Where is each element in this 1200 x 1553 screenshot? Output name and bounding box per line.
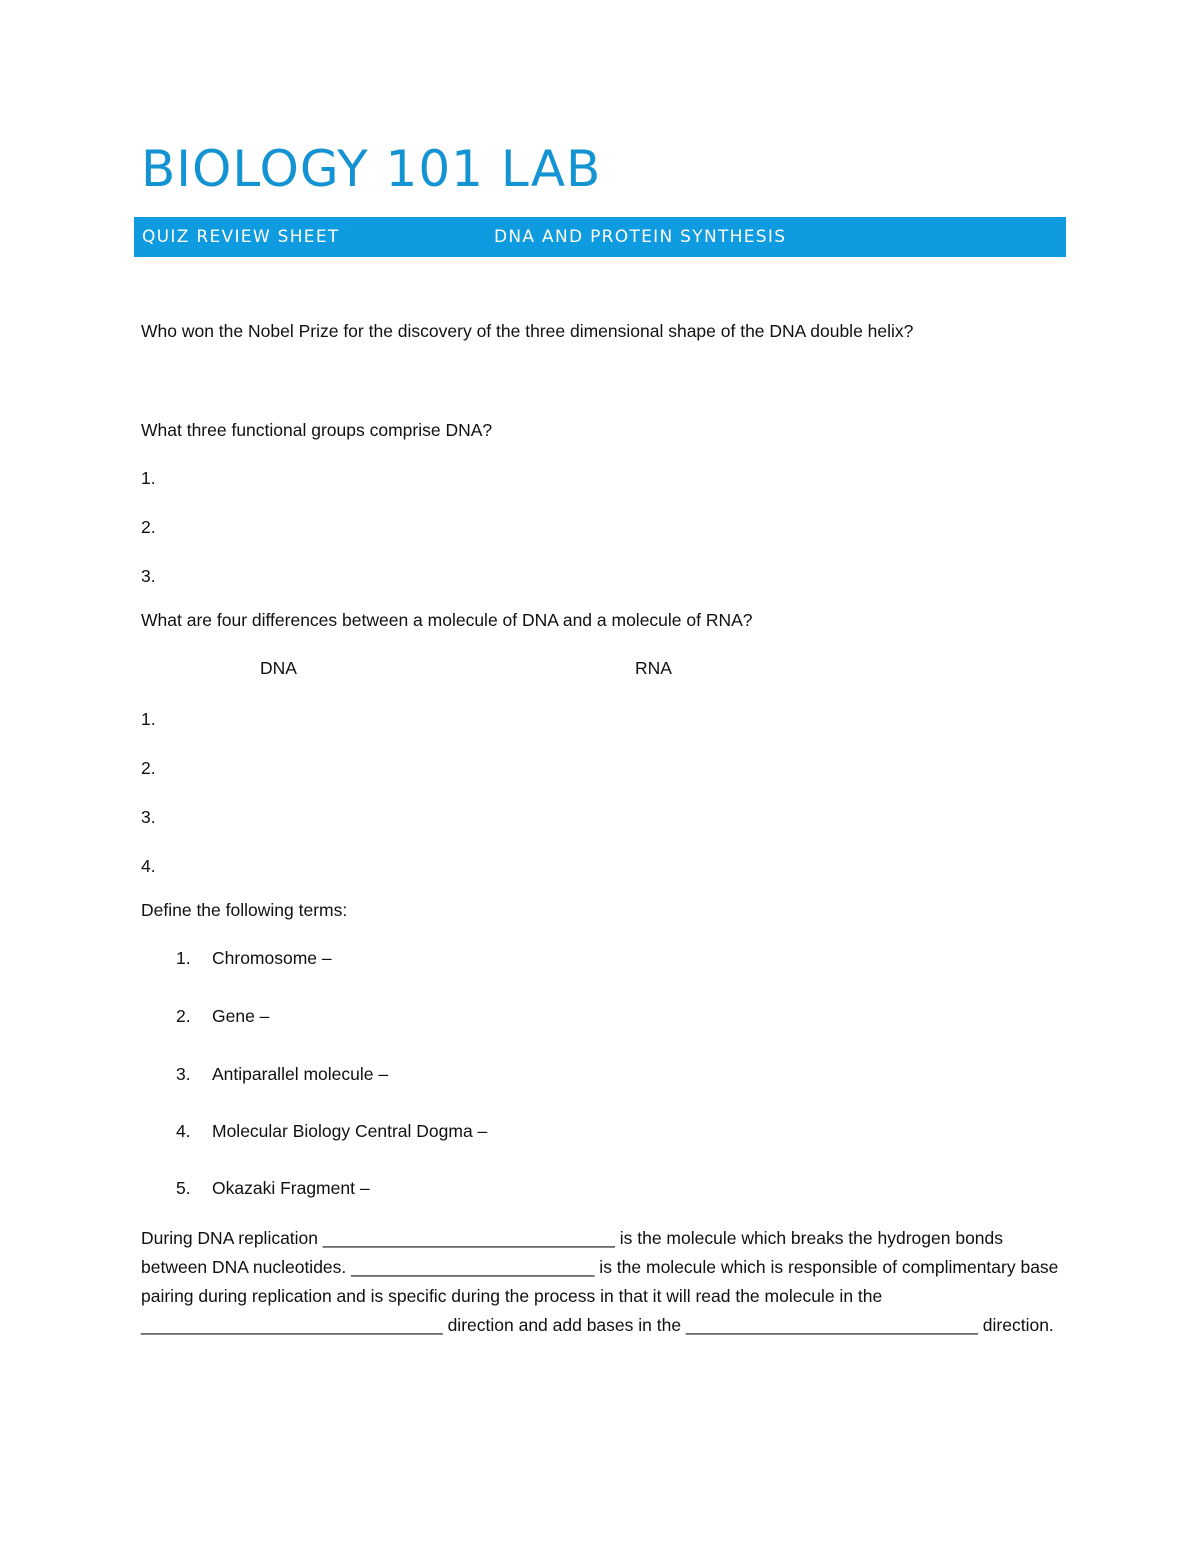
answer-number: 2. — [141, 517, 156, 537]
answer-number: 2. — [141, 758, 156, 778]
question-dna-rna-differences: What are four differences between a molecule of DNA and a molecule of RNA? — [141, 610, 753, 630]
term-item — [176, 1006, 269, 1027]
column-header-rna: RNA — [635, 658, 672, 678]
term-item — [176, 1064, 388, 1085]
term-item — [176, 948, 332, 969]
answer-number: 4. — [141, 856, 156, 876]
term-number: 1. — [176, 948, 191, 968]
question-functional-groups: What three functional groups comprise DNA? — [141, 420, 493, 440]
term-number: 3. — [176, 1064, 191, 1084]
term-item — [176, 1178, 370, 1199]
question-define-terms: Define the following terms: — [141, 900, 348, 920]
answer-number: 1. — [141, 468, 156, 488]
term-label: Gene – — [212, 1006, 270, 1026]
page-title: BIOLOGY 101 LAB — [141, 140, 602, 198]
term-item — [176, 1121, 487, 1142]
header-banner — [134, 217, 1066, 257]
term-number: 4. — [176, 1121, 191, 1141]
term-label: Molecular Biology Central Dogma – — [212, 1121, 488, 1141]
term-number: 2. — [176, 1006, 191, 1026]
term-label: Chromosome – — [212, 948, 332, 968]
banner-right-label: DNA AND PROTEIN SYNTHESIS — [494, 227, 787, 247]
banner-left-label: QUIZ REVIEW SHEET — [142, 227, 340, 247]
column-header-dna: DNA — [260, 658, 297, 678]
answer-number: 3. — [141, 566, 156, 586]
term-label: Okazaki Fragment – — [212, 1178, 370, 1198]
question-nobel: Who won the Nobel Prize for the discovery of the three dimensional shape of the DNA double helix? — [141, 321, 914, 341]
answer-number: 1. — [141, 709, 156, 729]
term-number: 5. — [176, 1178, 191, 1198]
term-label: Antiparallel molecule – — [212, 1064, 389, 1084]
fill-in-paragraph: During DNA replication ______________________________ is the molecule which breaks the hydrogen bonds between DNA nucleotides. _________________________ is the molecule which is responsible of complimentary base pairing during replication and is specific during the process in that it will read the molecule in the _______________________________ direction and add bases in the ______________________________ direction. — [141, 1228, 1059, 1335]
answer-number: 3. — [141, 807, 156, 827]
